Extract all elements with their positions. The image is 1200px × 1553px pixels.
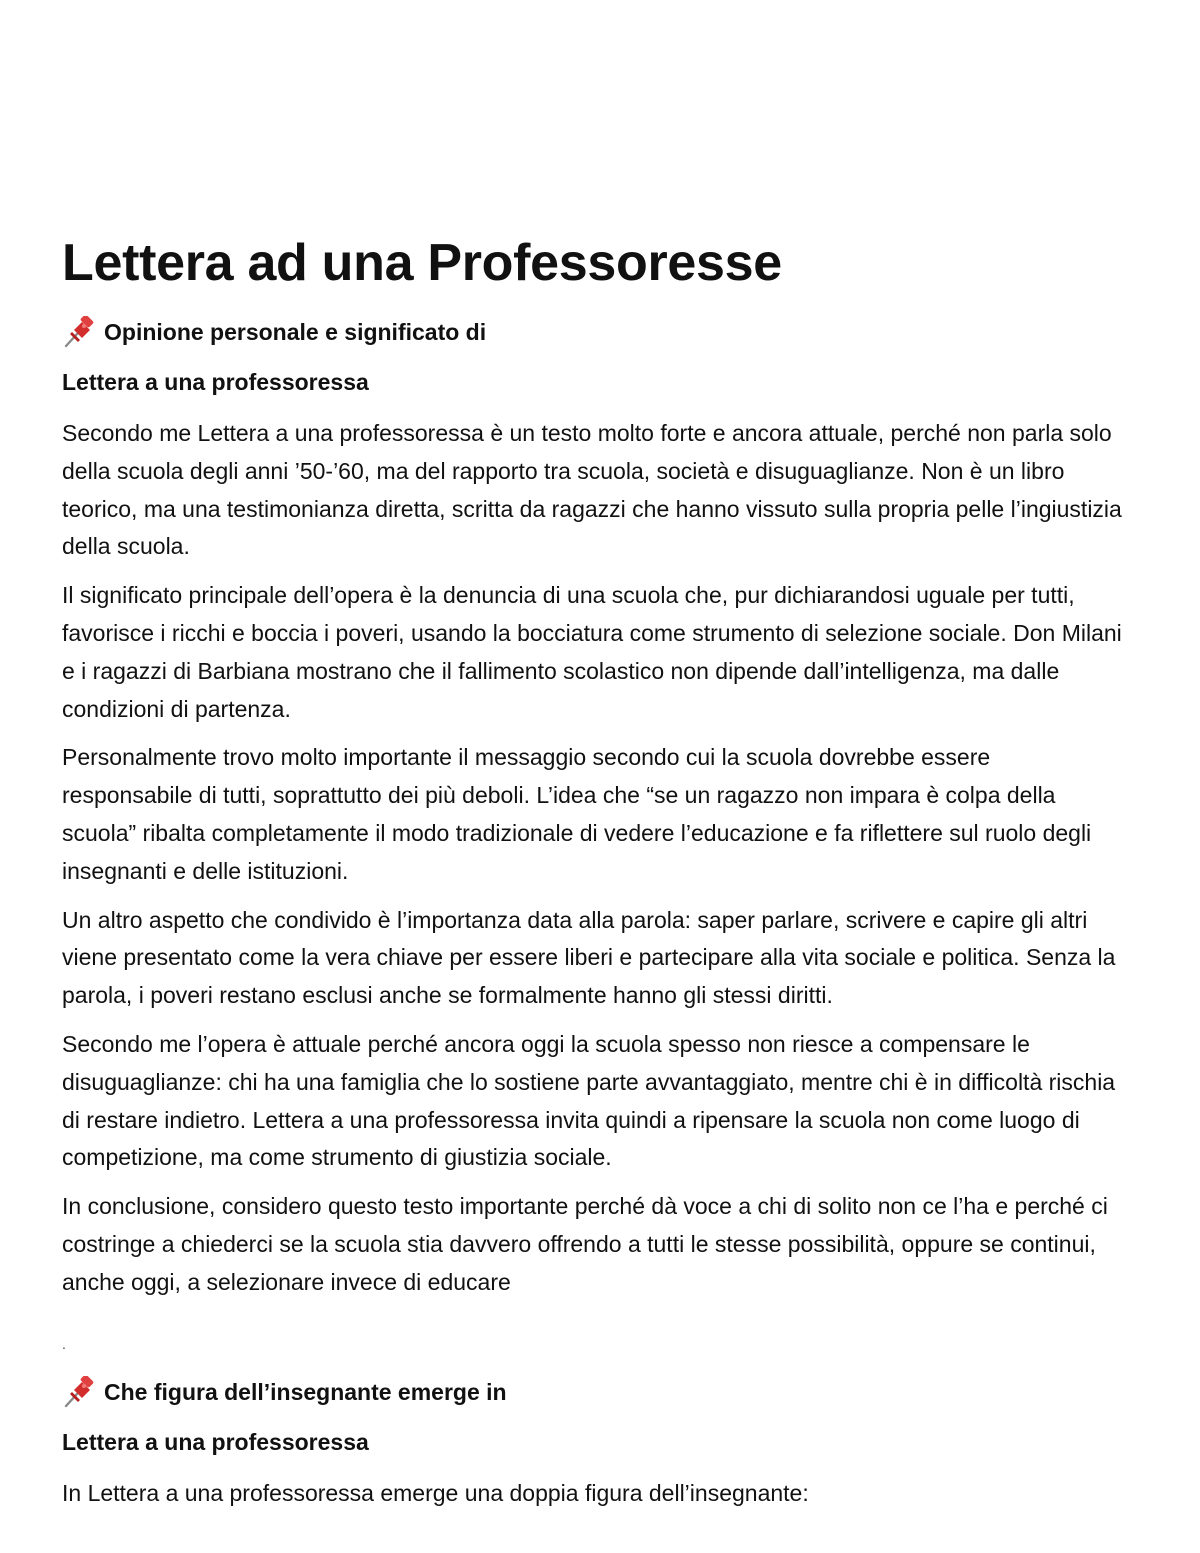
pushpin-icon	[62, 1376, 96, 1408]
section-heading	[62, 1376, 1122, 1408]
section-opinione	[62, 316, 1122, 1354]
paragraph: Secondo me l’opera è attuale perché ancora oggi la scuola spesso non riesce a compensare le disuguaglianze: chi ha una famiglia che lo sostiene parte avvantaggiato, mentre chi è in difficoltà rischia di restare indietro. Lettera a una professoressa invita quindi a ripensare la scuola non come luogo di competizione, ma come strumento di giustizia sociale.	[62, 1030, 1116, 1171]
paragraph: In Lettera a una professoressa emerge una doppia figura dell’insegnante:	[62, 1479, 809, 1506]
section-heading-text: Opinione personale e significato di	[104, 319, 487, 345]
section-heading	[62, 316, 1122, 348]
pushpin-icon	[62, 316, 96, 348]
paragraph: Personalmente trovo molto importante il messaggio secondo cui la scuola dovrebbe essere responsabile di tutti, soprattutto dei più deboli. L’idea che “se un ragazzo non impara è colpa della scuola” ribalta completamente il modo tradizionale di vedere l’educazione e fa riflettere sul ruolo degli insegnanti e delle istituzioni.	[62, 744, 1092, 884]
document-page	[62, 228, 1122, 1512]
section-heading-text: Che figura dell’insegnante emerge in	[104, 1378, 507, 1405]
section-subheading: Lettera a una professoressa	[62, 369, 369, 395]
paragraph: Un altro aspetto che condivido è l’importanza data alla parola: saper parlare, scrivere e capire gli altri viene presentato come la vera chiave per essere liberi e partecipare alla vita sociale e politica. Senza la parola, i poveri restano esclusi anche se formalmente hanno gli stessi diritti.	[62, 906, 1116, 1009]
section-subheading: Lettera a una professoressa	[62, 1428, 369, 1455]
document-title: Lettera ad una Professoresse	[62, 234, 782, 292]
section-figura-insegnante	[62, 1376, 1122, 1513]
trailing-mark: .	[62, 1335, 66, 1352]
paragraph: In conclusione, considero questo testo importante perché dà voce a chi di solito non ce l’ha e perché ci costringe a chiederci se la scuola stia davvero offrendo a tutti le stesse possibilità, oppure se continui, anche oggi, a selezionare invece di educare	[62, 1193, 1108, 1295]
paragraph: Il significato principale dell’opera è la denuncia di una scuola che, pur dichiarandosi uguale per tutti, favorisce i ricchi e boccia i poveri, usando la bocciatura come strumento di selezione sociale. Don Milani e i ragazzi di Barbiana mostrano che il fallimento scolastico non dipende dall’intelligenza, ma dalle condizioni di partenza.	[62, 582, 1122, 722]
paragraph: Secondo me Lettera a una professoressa è un testo molto forte e ancora attuale, perché non parla solo della scuola degli anni ’50-’60, ma del rapporto tra scuola, società e disuguaglianze. Non è un libro teorico, ma una testimonianza diretta, scritta da ragazzi che hanno vissuto sulla propria pelle l’ingiustizia della scuola.	[62, 420, 1122, 560]
